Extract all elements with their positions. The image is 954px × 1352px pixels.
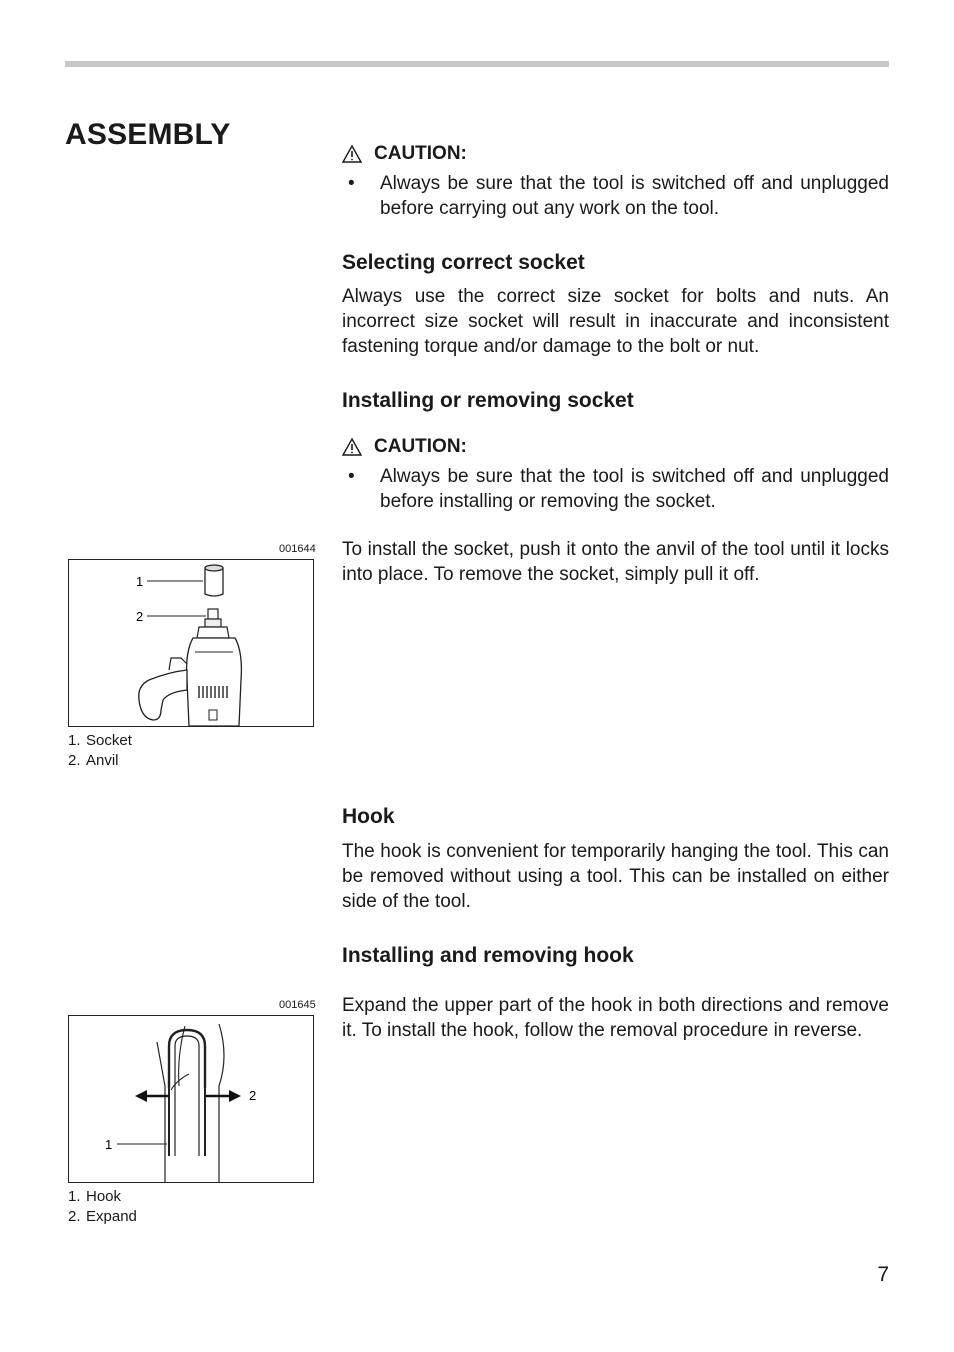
installing-hook-heading: Installing and removing hook (342, 944, 634, 967)
figure-code: 001644 (279, 543, 316, 555)
selecting-socket-heading: Selecting correct socket (342, 251, 585, 274)
installing-socket-heading: Installing or removing socket (342, 389, 634, 412)
callout-2: 2 (249, 1088, 257, 1103)
callout-2: 2 (136, 609, 144, 624)
caution-heading (342, 436, 467, 458)
warning-triangle-icon (342, 438, 362, 456)
installing-socket-text: To install the socket, push it onto the anvil of the tool until it locks into place. To remove the socket, simply pull it off. (342, 539, 889, 585)
caution-bullet-text: Always be sure that the tool is switched off and unplugged before carrying out any work on the tool. (380, 173, 889, 219)
hook-text: The hook is convenient for temporarily hanging the tool. This can be removed without using a tool. This can be installed on either side of the tool. (342, 841, 889, 912)
figure-code: 001645 (279, 999, 316, 1011)
bullet-dot-icon: • (348, 173, 355, 194)
selecting-socket-text: Always use the correct size socket for bolts and nuts. An incorrect size socket will result in inaccurate and inconsistent fastening torque and/or damage to the bolt or nut. (342, 286, 889, 357)
figure-legend (68, 731, 132, 771)
header-rule (65, 61, 889, 67)
caution-bullet (348, 464, 889, 514)
figure-legend (68, 1187, 137, 1227)
caution-bullet-text: Always be sure that the tool is switched off and unplugged before installing or removing the socket. (380, 466, 889, 512)
caution-heading (342, 143, 467, 165)
caution-bullet (348, 171, 889, 221)
section-title: ASSEMBLY (65, 118, 231, 151)
figure-socket-anvil (68, 559, 314, 727)
figure-hook-expand (68, 1015, 314, 1183)
installing-hook-text: Expand the upper part of the hook in both directions and remove it. To install the hook, follow the removal procedure in reverse. (342, 995, 889, 1041)
legend-item: 1. Socket (68, 732, 132, 749)
hook-heading: Hook (342, 805, 395, 828)
bullet-dot-icon: • (348, 466, 355, 487)
caution-label: CAUTION: (374, 143, 467, 164)
caution-label: CAUTION: (374, 436, 467, 457)
warning-triangle-icon (342, 145, 362, 163)
impact-wrench-illustration (69, 560, 313, 726)
callout-1: 1 (136, 574, 144, 589)
page-number: 7 (877, 1263, 889, 1286)
legend-item: 2. Expand (68, 1208, 137, 1225)
legend-item: 1. Hook (68, 1188, 122, 1205)
callout-1: 1 (105, 1137, 113, 1152)
hook-illustration (69, 1016, 313, 1182)
legend-item: 2. Anvil (68, 752, 119, 769)
